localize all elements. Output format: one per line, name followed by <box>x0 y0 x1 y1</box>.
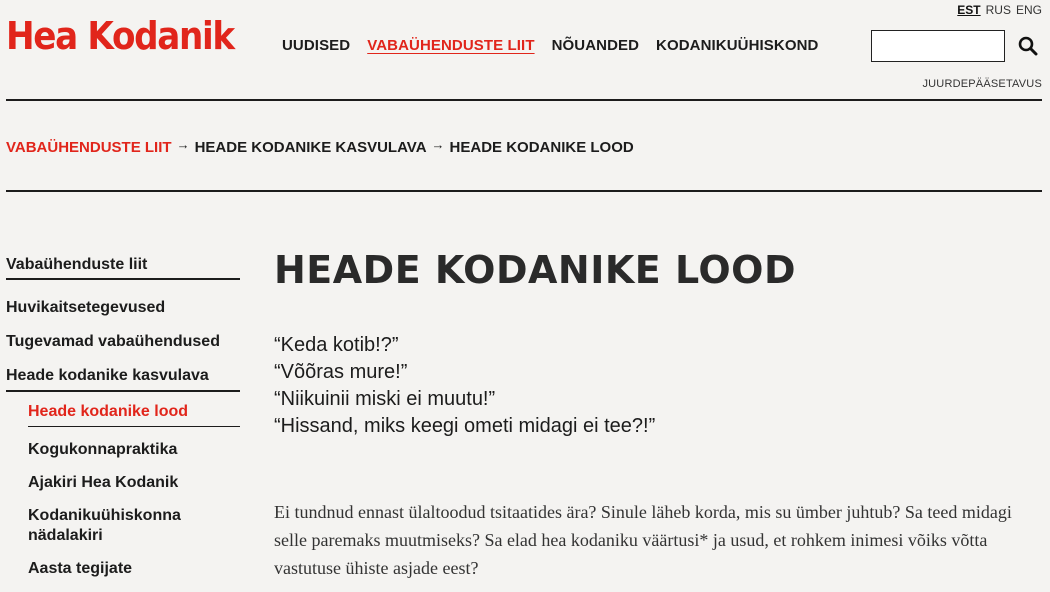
lang-est[interactable]: EST <box>957 3 981 17</box>
breadcrumb-arrow-icon: → <box>176 137 190 152</box>
sidebar-item-kasvulava[interactable]: Heade kodanike kasvulava <box>6 366 240 392</box>
site-logo[interactable]: Hea Kodanik <box>6 14 234 58</box>
intro-paragraph: Ei tundnud ennast ülaltoodud tsitaatides ära? Sinule läheb korda, mis su ümber juhtub? Sa teed midagi selle paremaks muutmiseks? Sa elad hea kodaniku väärtusi* ja usud, et rohkem inimesi võiks võtta vastutuse ühiste asjade eest? <box>274 502 1012 578</box>
sidebar-subitem-kogukonnapraktika[interactable]: Kogukonnapraktika <box>28 441 178 458</box>
sidebar-heading[interactable]: Vabaühenduste liit <box>6 256 240 280</box>
sidebar-nav <box>6 256 240 592</box>
search-icon[interactable] <box>1018 36 1038 56</box>
quote-item: “Niikuinii miski ei muutu!” <box>274 388 496 410</box>
page-title: HEADE KODANIKE LOOD <box>274 248 796 292</box>
nav-item-nouanded[interactable]: NÕUANDED <box>551 37 640 54</box>
quote-item: “Hissand, miks keegi ometi midagi ei tee?!” <box>274 415 656 437</box>
main-content <box>274 246 1034 582</box>
breadcrumb-item-kasvulava[interactable]: HEADE KODANIKE KASVULAVA <box>194 139 427 156</box>
search-input[interactable] <box>871 30 1005 62</box>
nav-item-kodanikuuhiskond[interactable]: KODANIKUÜHISKOND <box>656 37 819 54</box>
breadcrumb-arrow-icon: → <box>431 137 445 152</box>
sidebar-subitem-nadalakiri[interactable]: Kodanikuühiskonna nädalakiri <box>28 507 181 544</box>
sidebar-item-huvikaitsetegevused[interactable]: Huvikaitsetegevused <box>6 299 166 316</box>
sidebar-subitem-heade-kodanike-lood[interactable]: Heade kodanike lood <box>28 402 240 427</box>
quote-item: “Keda kotib!?” <box>274 334 399 356</box>
breadcrumb-divider <box>6 190 1042 192</box>
accessibility-link[interactable]: JUURDEPÄÄSETAVUS <box>922 78 1042 90</box>
nav-item-vabauhenduste-liit[interactable]: VABAÜHENDUSTE LIIT <box>367 37 535 54</box>
lang-rus[interactable]: RUS <box>985 3 1011 17</box>
quote-list <box>274 332 1034 440</box>
header-divider <box>6 99 1042 101</box>
sidebar-item-tugevamad-vabauhendused[interactable]: Tugevamad vabaühendused <box>6 333 220 350</box>
sidebar-subitem-ajakiri[interactable]: Ajakiri Hea Kodanik <box>28 474 179 491</box>
language-switcher <box>957 3 1042 17</box>
quote-item: “Võõras mure!” <box>274 361 408 383</box>
breadcrumb-item-vabauhenduste-liit[interactable]: VABAÜHENDUSTE LIIT <box>6 139 172 156</box>
lang-eng[interactable]: ENG <box>1015 3 1042 17</box>
breadcrumb <box>6 139 634 156</box>
main-nav <box>282 37 835 54</box>
nav-item-uudised[interactable]: UUDISED <box>282 37 351 54</box>
sidebar-subitem-aasta-tegijate[interactable]: Aasta tegijate <box>28 560 133 577</box>
breadcrumb-item-current: HEADE KODANIKE LOOD <box>449 139 634 156</box>
